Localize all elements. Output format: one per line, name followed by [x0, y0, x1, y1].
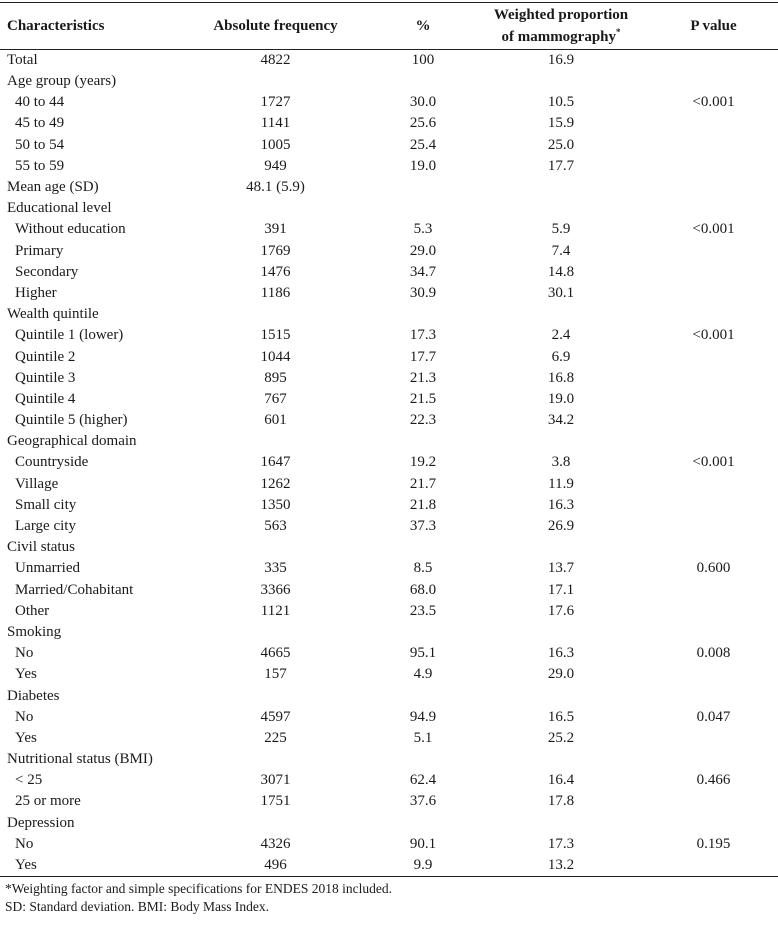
absolute-frequency-cell: [178, 304, 373, 325]
absolute-frequency-cell: 48.1 (5.9): [246, 179, 305, 196]
percent-cell: 21.8: [409, 496, 437, 513]
percent-cell: 5.3: [413, 221, 433, 238]
table-row: [0, 516, 778, 537]
row-label: 40 to 44: [15, 94, 65, 111]
weighted-proportion-cell: 25.0: [547, 136, 575, 153]
p-value-cell: [649, 813, 778, 834]
percent-cell: 95.1: [409, 645, 437, 662]
p-value-cell: [649, 622, 778, 643]
absolute-frequency-cell: 496: [178, 855, 373, 877]
absolute-frequency-cell: 1141: [260, 115, 291, 132]
absolute-frequency-cell: 1186: [260, 284, 291, 301]
table-row: [0, 601, 778, 622]
row-label: Quintile 4: [15, 390, 76, 407]
table-row: [0, 495, 778, 516]
absolute-frequency-cell: 1121: [260, 602, 291, 619]
absolute-frequency-cell: [178, 813, 373, 834]
p-value-cell: [649, 516, 778, 537]
percent-cell: 94.9: [409, 708, 437, 725]
header-weighted-proportion: [473, 3, 649, 50]
table-row: [0, 855, 778, 877]
row-label: 25 or more: [15, 793, 81, 810]
row-label: No: [15, 835, 34, 852]
percent-cell: [373, 622, 473, 643]
weighted-proportion-cell: [473, 813, 649, 834]
p-value-cell: [649, 135, 778, 156]
p-value-cell: [649, 198, 778, 219]
table-row: [0, 643, 778, 664]
p-value-cell: [649, 241, 778, 262]
footnote-abbreviations: SD: Standard deviation. BMI: Body Mass Index.: [5, 898, 269, 914]
header-percent: %: [373, 3, 473, 50]
row-label: 55 to 59: [15, 157, 65, 174]
p-value-cell: [649, 113, 778, 134]
row-label: No: [15, 645, 34, 662]
p-value-cell: [649, 855, 778, 877]
percent-cell: 62.4: [409, 772, 437, 789]
p-value-cell: [649, 580, 778, 601]
absolute-frequency-cell: 225: [264, 729, 287, 746]
weighted-proportion-cell: 13.7: [547, 560, 575, 577]
footnote-weighting: *Weighting factor and simple specifications for ENDES 2018 included.: [5, 880, 392, 896]
weighted-proportion-cell: 26.9: [547, 518, 575, 535]
p-value-cell: [649, 431, 778, 452]
percent-cell: 4.9: [413, 666, 433, 683]
weighted-proportion-cell: 34.2: [547, 412, 575, 429]
percent-cell: 21.5: [409, 390, 437, 407]
p-value-cell: [649, 791, 778, 812]
table-row: [0, 283, 778, 304]
weighted-proportion-cell: 16.5: [547, 708, 575, 725]
absolute-frequency-cell: 601: [264, 412, 287, 429]
percent-cell: [373, 198, 473, 219]
table-row: [0, 92, 778, 113]
p-value-cell: [649, 685, 778, 706]
percent-cell: 30.0: [409, 94, 437, 111]
percent-cell: 100: [411, 52, 435, 68]
absolute-frequency-cell: 335: [264, 560, 287, 577]
p-value-cell: [649, 368, 778, 389]
percent-cell: 37.6: [409, 793, 437, 810]
row-label: Unmarried: [15, 560, 80, 577]
row-label: Diabetes: [7, 687, 60, 704]
p-value-cell: [649, 410, 778, 431]
row-label: Wealth quintile: [7, 306, 99, 323]
absolute-frequency-cell: 949: [264, 157, 287, 174]
table-row: [0, 474, 778, 495]
p-value-cell: <0.001: [692, 454, 735, 471]
p-value-cell: <0.001: [692, 221, 735, 238]
percent-cell: [373, 537, 473, 558]
weighted-proportion-cell: [473, 749, 649, 770]
weighted-proportion-cell: 3.8: [551, 454, 571, 471]
weighted-proportion-cell: [473, 622, 649, 643]
percent-cell: 90.1: [409, 835, 437, 852]
absolute-frequency-cell: 563: [264, 518, 287, 535]
absolute-frequency-cell: [178, 685, 373, 706]
absolute-frequency-cell: 1044: [260, 348, 291, 365]
weighted-proportion-cell: [473, 71, 649, 92]
p-value-cell: [649, 389, 778, 410]
weighted-proportion-cell: 16.3: [547, 645, 575, 662]
percent-cell: 17.7: [409, 348, 437, 365]
row-label: Other: [15, 602, 50, 619]
table-row: [0, 219, 778, 240]
row-label: 45 to 49: [15, 115, 65, 132]
weighted-proportion-cell: 19.0: [547, 390, 575, 407]
absolute-frequency-cell: [178, 622, 373, 643]
p-value-cell: [649, 749, 778, 770]
table-row: [0, 431, 778, 452]
weighted-proportion-cell: 15.9: [547, 115, 575, 132]
table-row: [0, 537, 778, 558]
weighted-proportion-cell: 13.2: [473, 855, 649, 877]
absolute-frequency-cell: 4665: [260, 645, 291, 662]
absolute-frequency-cell: 1751: [260, 793, 291, 810]
percent-cell: 21.7: [409, 475, 437, 492]
weighted-proportion-cell: 6.9: [551, 348, 571, 365]
absolute-frequency-cell: 895: [264, 369, 287, 386]
percent-cell: [373, 813, 473, 834]
weighted-proportion-cell: 10.5: [547, 94, 575, 111]
percent-cell: 21.3: [409, 369, 437, 386]
table-row: [0, 50, 778, 72]
weighted-proportion-cell: [473, 304, 649, 325]
weighted-proportion-cell: 17.3: [547, 835, 575, 852]
table-row: [0, 156, 778, 177]
percent-cell: 9.9: [373, 855, 473, 877]
weighted-proportion-cell: 7.4: [551, 242, 571, 259]
weighted-proportion-cell: 16.3: [547, 496, 575, 513]
absolute-frequency-cell: [178, 537, 373, 558]
table-row: [0, 770, 778, 791]
p-value-cell: <0.001: [692, 94, 735, 111]
absolute-frequency-cell: [178, 749, 373, 770]
row-label: < 25: [15, 772, 43, 789]
table-row: [0, 813, 778, 834]
table-row: [0, 262, 778, 283]
row-label: No: [15, 708, 34, 725]
weighted-proportion-cell: 5.9: [551, 221, 571, 238]
weighted-proportion-cell: 30.1: [547, 284, 575, 301]
percent-cell: 5.1: [413, 729, 433, 746]
row-label: Age group (years): [7, 73, 117, 90]
p-value-cell: [649, 664, 778, 685]
row-label: Educational level: [7, 200, 112, 217]
percent-cell: 29.0: [409, 242, 437, 259]
absolute-frequency-cell: 767: [264, 390, 287, 407]
header-row: [0, 3, 778, 50]
percent-cell: 34.7: [409, 263, 437, 280]
p-value-cell: [649, 262, 778, 283]
p-value-cell: 0.008: [696, 645, 731, 662]
row-label: Higher: [15, 284, 57, 301]
absolute-frequency-cell: 1476: [260, 263, 291, 280]
table-row: [0, 325, 778, 346]
row-label: Quintile 5 (higher): [15, 412, 128, 429]
p-value-cell: [649, 601, 778, 622]
document-page: [0, 2, 778, 916]
absolute-frequency-cell: [178, 198, 373, 219]
header-weighted-mark: *: [616, 26, 621, 37]
weighted-proportion-cell: [473, 537, 649, 558]
row-label: Yes: [0, 855, 178, 877]
absolute-frequency-cell: 1350: [260, 496, 291, 513]
table-row: [0, 71, 778, 92]
weighted-proportion-cell: 2.4: [551, 327, 571, 344]
table-row: [0, 580, 778, 601]
absolute-frequency-cell: 1647: [260, 454, 291, 471]
row-label: Countryside: [15, 454, 89, 471]
weighted-proportion-cell: 11.9: [548, 475, 574, 492]
p-value-cell: [649, 304, 778, 325]
p-value-cell: [649, 283, 778, 304]
absolute-frequency-cell: 3366: [260, 581, 291, 598]
p-value-cell: [649, 474, 778, 495]
weighted-proportion-cell: 17.1: [547, 581, 575, 598]
weighted-proportion-cell: [473, 431, 649, 452]
table-header: [0, 3, 778, 50]
percent-cell: [373, 685, 473, 706]
row-label: Quintile 2: [15, 348, 76, 365]
header-characteristics: Characteristics: [0, 3, 178, 50]
row-label: Mean age (SD): [7, 179, 99, 196]
row-label: Nutritional status (BMI): [7, 751, 153, 768]
percent-cell: [373, 431, 473, 452]
absolute-frequency-cell: 1727: [260, 94, 291, 111]
row-label: Married/Cohabitant: [15, 581, 134, 598]
table-row: [0, 410, 778, 431]
absolute-frequency-cell: 4822: [260, 52, 291, 68]
table-row: [0, 113, 778, 134]
p-value-cell: [649, 728, 778, 749]
row-label: Depression: [7, 814, 75, 831]
p-value-cell: <0.001: [692, 327, 735, 344]
percent-cell: 25.4: [409, 136, 437, 153]
percent-cell: 68.0: [409, 581, 437, 598]
row-label: Total: [7, 52, 38, 68]
p-value-cell: [649, 346, 778, 367]
p-value-cell: 0.600: [696, 560, 731, 577]
table-row: [0, 452, 778, 473]
absolute-frequency-cell: [178, 71, 373, 92]
row-label: Yes: [15, 729, 37, 746]
absolute-frequency-cell: 4326: [260, 835, 291, 852]
table-row: [0, 368, 778, 389]
weighted-proportion-cell: 29.0: [547, 666, 575, 683]
absolute-frequency-cell: 1515: [260, 327, 291, 344]
percent-cell: 8.5: [413, 560, 433, 577]
weighted-proportion-cell: 14.8: [547, 263, 575, 280]
row-label: Small city: [15, 496, 77, 513]
weighted-proportion-cell: 17.6: [547, 602, 575, 619]
p-value-cell: 0.047: [696, 708, 731, 725]
table-row: [0, 834, 778, 855]
table-row: [0, 664, 778, 685]
row-label: Secondary: [15, 263, 79, 280]
percent-cell: [373, 71, 473, 92]
table-row: [0, 749, 778, 770]
row-label: Quintile 3: [15, 369, 76, 386]
header-absolute-frequency: Absolute frequency: [178, 3, 373, 50]
row-label: Geographical domain: [7, 433, 137, 450]
percent-cell: 30.9: [409, 284, 437, 301]
weighted-proportion-cell: 16.4: [547, 772, 575, 789]
weighted-proportion-cell: 17.7: [547, 157, 575, 174]
table-row: [0, 728, 778, 749]
absolute-frequency-cell: 1262: [260, 475, 291, 492]
weighted-proportion-cell: [473, 177, 649, 198]
percent-cell: 37.3: [409, 518, 437, 535]
table-row: [0, 241, 778, 262]
table-row: [0, 685, 778, 706]
header-weighted-line2: of mammography: [501, 28, 617, 45]
p-value-cell: [649, 71, 778, 92]
p-value-cell: [649, 177, 778, 198]
p-value-cell: [649, 156, 778, 177]
row-label: Large city: [15, 518, 76, 535]
percent-cell: 19.2: [409, 454, 437, 471]
table-row: [0, 389, 778, 410]
table-row: [0, 198, 778, 219]
p-value-cell: 0.466: [696, 772, 731, 789]
table-row: [0, 177, 778, 198]
percent-cell: 19.0: [409, 157, 437, 174]
weighted-proportion-cell: 25.2: [547, 729, 575, 746]
percent-cell: 25.6: [409, 115, 437, 132]
table-row: [0, 707, 778, 728]
header-weighted-line1: Weighted proportion: [493, 6, 629, 23]
absolute-frequency-cell: 391: [264, 221, 287, 238]
absolute-frequency-cell: [178, 431, 373, 452]
table-row: [0, 622, 778, 643]
percent-cell: [373, 304, 473, 325]
absolute-frequency-cell: 1005: [260, 136, 291, 153]
p-value-cell: [649, 537, 778, 558]
row-label: Village: [15, 475, 59, 492]
row-label: Primary: [15, 242, 64, 259]
absolute-frequency-cell: 1769: [260, 242, 291, 259]
weighted-proportion-cell: [473, 198, 649, 219]
footnotes: [0, 877, 778, 916]
row-label: Yes: [15, 666, 37, 683]
absolute-frequency-cell: 3071: [260, 772, 291, 789]
absolute-frequency-cell: 157: [264, 666, 287, 683]
characteristics-table: [0, 2, 778, 877]
weighted-proportion-cell: 17.8: [547, 793, 575, 810]
p-value-cell: [649, 50, 778, 72]
row-label: Smoking: [7, 623, 62, 640]
percent-cell: [373, 177, 473, 198]
percent-cell: 22.3: [409, 412, 437, 429]
absolute-frequency-cell: 4597: [260, 708, 291, 725]
weighted-proportion-cell: 16.8: [547, 369, 575, 386]
table-row: [0, 791, 778, 812]
weighted-proportion-cell: [473, 685, 649, 706]
row-label: Civil status: [7, 539, 75, 556]
weighted-proportion-cell: 16.9: [547, 52, 575, 68]
table-row: [0, 558, 778, 579]
table-row: [0, 135, 778, 156]
percent-cell: 23.5: [409, 602, 437, 619]
p-value-cell: 0.195: [696, 835, 731, 852]
table-body: [0, 50, 778, 877]
table-row: [0, 304, 778, 325]
p-value-cell: [649, 495, 778, 516]
header-p-value: P value: [649, 3, 778, 50]
percent-cell: [373, 749, 473, 770]
percent-cell: 17.3: [409, 327, 437, 344]
row-label: Without education: [15, 221, 126, 238]
table-row: [0, 346, 778, 367]
row-label: Quintile 1 (lower): [15, 327, 124, 344]
row-label: 50 to 54: [15, 136, 65, 153]
